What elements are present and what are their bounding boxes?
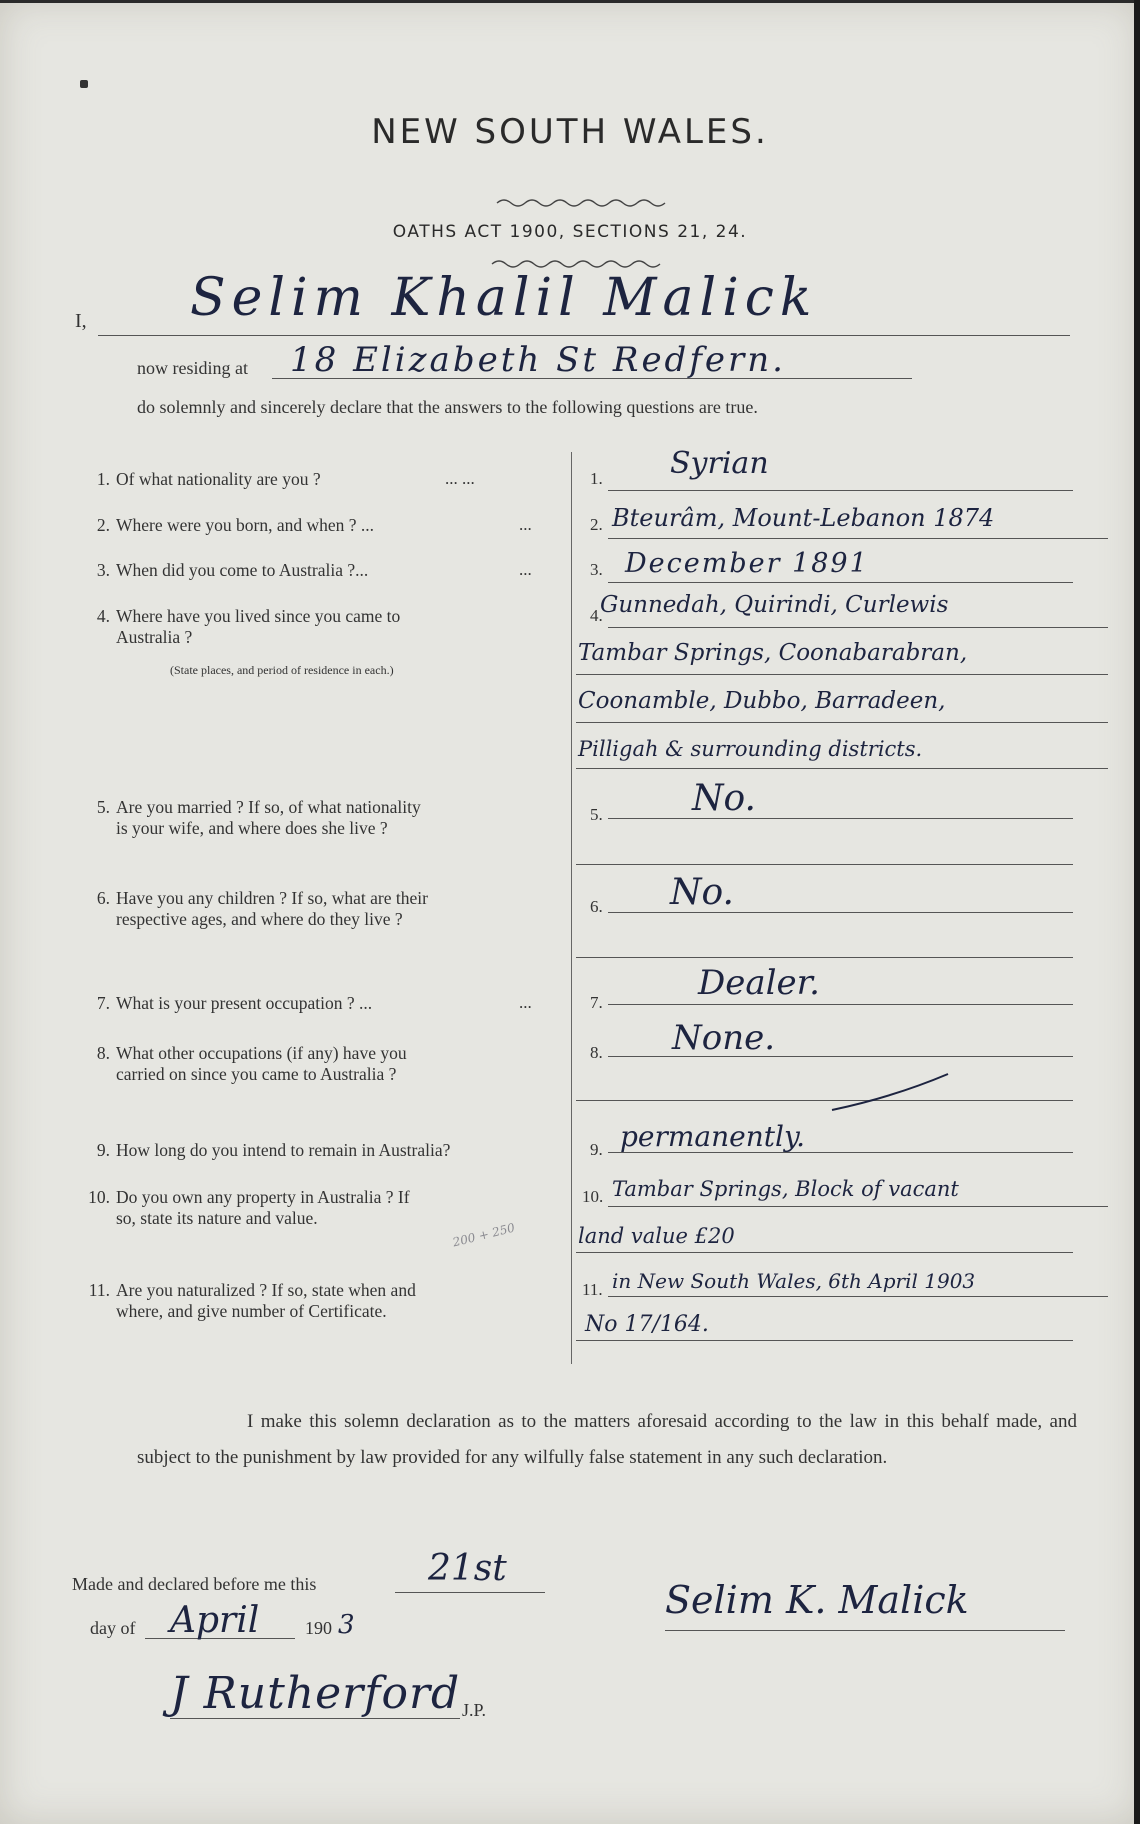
question-text: Are you naturalized ? If so, state when and (116, 1280, 416, 1300)
answer-11-line-1: in New South Wales, 6th April 1903 (612, 1269, 976, 1293)
answer-number: 9. (590, 1140, 603, 1159)
solemn-declaration: I make this solemn declaration as to the matters aforesaid according to the law in this behalf made, and subject to the punishment by law provided for any wilfully false statement in any such declaration. (137, 1411, 1077, 1468)
question-10 (80, 1187, 570, 1229)
residing-label: now residing at (137, 358, 248, 378)
answer-number: 10. (582, 1187, 604, 1206)
jp-label: J.P. (462, 1700, 487, 1720)
answer-number: 2. (590, 515, 603, 534)
made-declared-label: Made and declared before me this (72, 1574, 317, 1594)
answer-line (608, 818, 1073, 819)
question-6 (80, 888, 570, 930)
leader-dots: ... (519, 560, 532, 579)
question-number: 7. (96, 993, 110, 1013)
question-1 (80, 469, 570, 490)
question-2 (80, 515, 570, 536)
answer-4-line-3: Coonamble, Dubbo, Barradeen, (578, 688, 946, 714)
question-text-continued: so, state its nature and value. (116, 1208, 318, 1228)
declarant-signature: Selim K. Malick (665, 1578, 969, 1622)
answer-4-line-2: Tambar Springs, Coonabarabran, (578, 640, 968, 666)
jp-line (170, 1718, 460, 1719)
question-number: 8. (96, 1043, 110, 1063)
answer-4-line-4: Pilligah & surrounding districts. (578, 737, 923, 761)
question-9 (80, 1140, 570, 1161)
month-value: April (170, 1600, 260, 1641)
answer-line (576, 1340, 1073, 1341)
question-text: Are you married ? If so, of what nationality (116, 797, 421, 817)
leader-dots: ... (519, 993, 532, 1012)
question-number: 5. (96, 797, 110, 817)
question-number: 6. (96, 888, 110, 908)
pencil-margin-note: 200 + 250 (451, 1220, 517, 1250)
day-line (395, 1592, 545, 1593)
column-divider (571, 452, 572, 1364)
declarant-address: 18 Elizabeth St Redfern. (290, 340, 786, 380)
answer-number: 6. (590, 897, 603, 916)
answer-line (608, 1296, 1108, 1297)
answer-3: December 1891 (625, 548, 869, 579)
question-7 (80, 993, 570, 1014)
answer-7: Dealer. (698, 963, 820, 1003)
jp-signature: J Rutherford (170, 1668, 461, 1719)
ink-mark (80, 80, 88, 88)
answer-8: None. (672, 1018, 776, 1058)
answer-line (576, 674, 1108, 675)
day-of-label: day of (90, 1618, 136, 1638)
answer-number: 11. (582, 1280, 603, 1299)
signature-line (665, 1630, 1065, 1631)
question-11 (80, 1280, 570, 1322)
answer-number: 3. (590, 560, 603, 579)
answer-9: permanently. (620, 1120, 805, 1153)
question-text: When did you come to Australia ?... (116, 560, 369, 580)
question-text: Where were you born, and when ? ... (116, 515, 375, 535)
question-text: What is your present occupation ? ... (116, 993, 373, 1013)
question-text-continued: carried on since you came to Australia ? (116, 1064, 397, 1084)
answer-4-line-1: Gunnedah, Quirindi, Curlewis (600, 592, 949, 618)
answer-2: Bteurâm, Mount-Lebanon 1874 (612, 504, 995, 532)
question-text-continued: Australia ? (116, 627, 193, 647)
answer-line (608, 627, 1108, 628)
answer-number: 8. (590, 1043, 603, 1062)
name-line (98, 335, 1070, 336)
question-number: 2. (96, 515, 110, 535)
answer-number: 5. (590, 805, 603, 824)
question-4 (80, 606, 570, 681)
question-5 (80, 797, 570, 839)
question-number: 9. (96, 1140, 110, 1160)
question-text: Where have you lived since you came to (116, 606, 401, 626)
answer-1: Syrian (670, 446, 769, 481)
question-text: What other occupations (if any) have you (116, 1043, 407, 1063)
question-number: 11. (88, 1280, 110, 1300)
answer-number: 7. (590, 993, 603, 1012)
answer-line (576, 768, 1108, 769)
question-text-continued: is your wife, and where does she live ? (116, 818, 388, 838)
answer-line (608, 1206, 1108, 1207)
answer-line (576, 722, 1108, 723)
answer-line (608, 582, 1073, 583)
question-text-continued: where, and give number of Certificate. (116, 1301, 387, 1321)
leader-dots: ... (519, 515, 532, 534)
answer-10-line-2: land value £20 (578, 1224, 735, 1248)
answer-11-line-2: No 17/164. (585, 1312, 709, 1337)
question-text-continued: respective ages, and where do they live ? (116, 909, 403, 929)
page-right-edge (1134, 0, 1140, 1824)
question-number: 3. (96, 560, 110, 580)
answer-line (576, 1252, 1073, 1253)
question-text: How long do you intend to remain in Australia? (116, 1140, 451, 1160)
leader-dots: ... ... (445, 469, 475, 488)
pen-stroke (830, 1072, 950, 1112)
day-value: 21st (428, 1548, 507, 1589)
answer-line (576, 957, 1073, 958)
answer-10-line-1: Tambar Springs, Block of vacant (612, 1177, 959, 1201)
answer-line (576, 864, 1073, 865)
act-reference: OATHS ACT 1900, SECTIONS 21, 24. (392, 222, 748, 242)
page-top-edge (0, 0, 1140, 3)
question-8 (80, 1043, 570, 1085)
answer-line (608, 1004, 1073, 1005)
declarant-prefix: I, (75, 310, 87, 332)
question-text: Do you own any property in Australia ? If (116, 1187, 410, 1207)
question-number: 1. (96, 469, 110, 489)
declarant-name: Selim Khalil Malick (190, 268, 818, 328)
answer-number: 1. (590, 469, 603, 488)
answer-5: No. (692, 778, 756, 819)
question-text: Of what nationality are you ? (116, 469, 321, 489)
answer-line (576, 1100, 1073, 1101)
year-printed: 190 (305, 1618, 332, 1638)
answer-number: 4. (590, 606, 603, 625)
year-handwritten: 3 (338, 1610, 355, 1640)
question-number: 4. (96, 606, 110, 626)
declaration-statement: do solemnly and sincerely declare that the answers to the following questions are true. (137, 397, 758, 417)
answer-6: No. (670, 872, 734, 913)
answer-line (608, 538, 1108, 539)
question-note: (State places, and period of residence in each.) (170, 663, 394, 677)
document-title: NEW SOUTH WALES. (371, 112, 769, 152)
question-3 (80, 560, 570, 581)
question-number: 10. (88, 1187, 110, 1207)
answer-line (608, 490, 1073, 491)
question-text: Have you any children ? If so, what are their (116, 888, 428, 908)
title-flourish (495, 197, 665, 209)
